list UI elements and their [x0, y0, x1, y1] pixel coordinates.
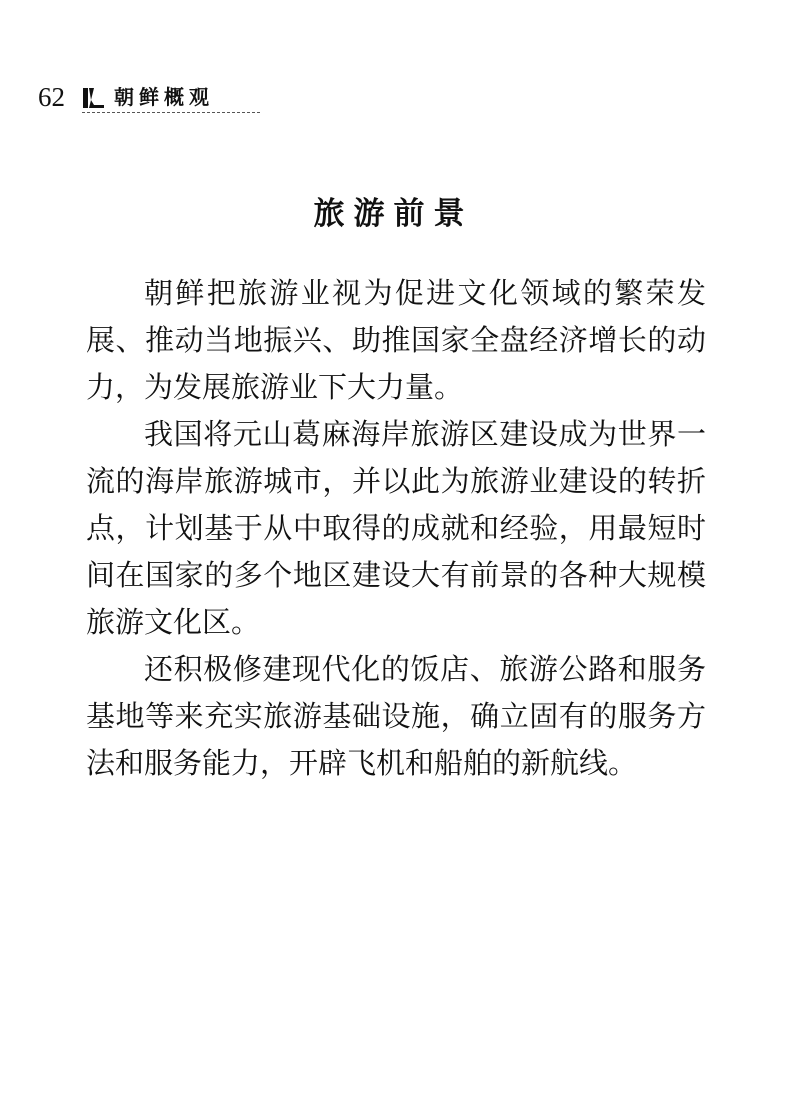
header-bookmark-icon	[82, 86, 106, 110]
paragraph: 还积极修建现代化的饭店、旅游公路和服务基地等来充实旅游基础设施，确立固有的服务方法和服务能力，开辟飞机和船舶的新航线。	[86, 652, 706, 780]
paragraph: 我国将元山葛麻海岸旅游区建设成为世界一流的海岸旅游城市，并以此为旅游业建设的转折点，计划基于从中取得的成就和经验，用最短时间在国家的多个地区建设大有前景的各种大规模旅游文化区。	[86, 417, 706, 639]
paragraph: 朝鲜把旅游业视为促进文化领域的繁荣发展、推动当地振兴、助推国家全盘经济增长的动力，为发展旅游业下大力量。	[86, 276, 706, 404]
body-text	[86, 270, 706, 787]
page-number: 62	[38, 82, 65, 112]
section-title: 旅游前景	[313, 195, 474, 232]
book-title: 朝鲜概观	[114, 85, 214, 109]
running-header	[38, 80, 260, 114]
header-divider	[82, 112, 260, 113]
